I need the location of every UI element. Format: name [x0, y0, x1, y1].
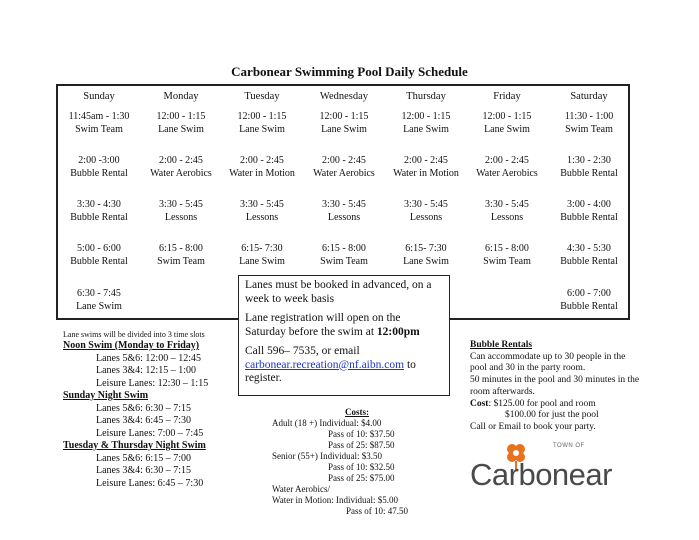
- bubble-call: Call or Email to book your party.: [470, 421, 596, 432]
- cost-line: Water in Motion: Individual: $5.00: [272, 495, 399, 505]
- cost-line: Pass of 10: $32.50: [328, 462, 395, 472]
- entry-time: 3:30 - 5:45: [404, 199, 448, 210]
- entry-time: 11:45am - 1:30: [68, 111, 130, 122]
- entry-activity: Lane Swim: [158, 123, 204, 135]
- lane-note: Lane swims will be divided into 3 time slots: [63, 330, 205, 339]
- schedule-entry: [462, 155, 552, 180]
- entry-activity: Water Aerobics: [313, 167, 375, 179]
- entry-activity: Bubble Rental: [70, 167, 128, 179]
- entry-activity: Water in Motion: [229, 167, 295, 179]
- cost-line: Pass of 25: $87.50: [328, 440, 395, 450]
- lane-slot: Leisure Lanes: 12:30 – 1:15: [96, 377, 209, 389]
- schedule-entry: [217, 155, 307, 180]
- entry-activity: Swim Team: [75, 123, 123, 135]
- schedule-entry: [299, 199, 389, 224]
- costs-heading: Costs:: [345, 407, 369, 417]
- entry-time: 6:00 - 7:00: [567, 288, 611, 299]
- entry-activity: Bubble Rental: [560, 211, 618, 223]
- entry-time: 2:00 - 2:45: [240, 155, 284, 166]
- day-header-friday: Friday: [493, 91, 521, 102]
- entry-activity: Water Aerobics: [476, 167, 538, 179]
- cost-line: Pass of 25: $75.00: [328, 473, 395, 483]
- schedule-entry: [136, 111, 226, 136]
- day-header-sunday: Sunday: [83, 91, 115, 102]
- schedule-entry: [217, 199, 307, 224]
- entry-time: 4:30 - 5:30: [567, 243, 611, 254]
- entry-activity: Lessons: [409, 211, 443, 223]
- lane-swim-slots: [63, 330, 243, 490]
- schedule-entry: [381, 111, 471, 136]
- entry-time: 3:30 - 4:30: [77, 199, 121, 210]
- bubble-duration: 50 minutes in the pool and 30 minutes in the room afterwards.: [470, 375, 640, 397]
- schedule-entry: [381, 155, 471, 180]
- lane-slot: Lanes 5&6: 6:15 – 7:00: [96, 452, 191, 464]
- entry-time: 3:00 - 4:00: [567, 199, 611, 210]
- entry-activity: Swim Team: [157, 255, 205, 267]
- entry-activity: Swim Team: [483, 255, 531, 267]
- lane-slot: Lanes 5&6: 12:00 – 12:45: [96, 352, 201, 364]
- entry-time: 12:00 - 1:15: [156, 111, 206, 122]
- contact-note: Call 596– 7535, or email carbonear.recreation@nf.aibn.com to register.: [245, 345, 416, 384]
- lane-section-heading: Noon Swim (Monday to Friday): [63, 340, 200, 351]
- entry-time: 3:30 - 5:45: [485, 199, 529, 210]
- logo-town-of: TOWN OF: [553, 443, 585, 449]
- town-logo: [470, 443, 610, 493]
- entry-activity: Bubble Rental: [560, 255, 618, 267]
- lane-section-heading: Tuesday & Thursday Night Swim: [63, 440, 206, 451]
- lane-section-heading: Sunday Night Swim: [63, 390, 149, 401]
- schedule-entry: [299, 155, 389, 180]
- schedule-entry: [544, 243, 634, 268]
- entry-time: 12:00 - 1:15: [237, 111, 287, 122]
- schedule-entry: [544, 199, 634, 224]
- schedule-entry: [299, 243, 389, 268]
- schedule-entry: [217, 111, 307, 136]
- logo-wordmark: Carbonear: [470, 457, 612, 492]
- entry-time: 3:30 - 5:45: [322, 199, 366, 210]
- schedule-entry: [544, 288, 634, 313]
- email-link[interactable]: carbonear.recreation@nf.aibn.com: [245, 358, 405, 371]
- entry-activity: Lessons: [490, 211, 524, 223]
- entry-activity: Swim Team: [565, 123, 613, 135]
- entry-time: 5:00 - 6:00: [77, 243, 121, 254]
- entry-time: 2:00 - 2:45: [159, 155, 203, 166]
- entry-activity: Lane Swim: [76, 300, 122, 312]
- schedule-entry: [54, 243, 144, 268]
- bubble-rentals-section: [470, 340, 640, 434]
- day-header-saturday: Saturday: [570, 91, 608, 102]
- entry-time: 6:15 - 8:00: [322, 243, 366, 254]
- schedule-entry: [299, 111, 389, 136]
- day-header-wednesday: Wednesday: [319, 91, 369, 102]
- lane-booking-info-box: [238, 275, 450, 396]
- page-title: Carbonear Swimming Pool Daily Schedule: [231, 64, 468, 79]
- schedule-entry: [136, 155, 226, 180]
- entry-activity: Lane Swim: [403, 123, 449, 135]
- entry-time: 3:30 - 5:45: [240, 199, 284, 210]
- entry-activity: Lessons: [164, 211, 198, 223]
- costs-section: [272, 407, 442, 517]
- lane-slot: Lanes 3&4: 12:15 – 1:00: [96, 365, 196, 376]
- entry-time: 6:15 - 8:00: [485, 243, 529, 254]
- schedule-entry: [54, 288, 144, 313]
- schedule-entry: [544, 155, 634, 180]
- schedule-entry: [54, 155, 144, 180]
- entry-activity: Lane Swim: [321, 123, 367, 135]
- cost-line: Water Aerobics/: [272, 484, 331, 494]
- bubble-cost: Cost: $125.00 for pool and room: [470, 398, 596, 409]
- schedule-entry: [381, 199, 471, 224]
- day-header-monday: Monday: [163, 91, 199, 102]
- entry-time: 6:30 - 7:45: [77, 288, 121, 299]
- entry-time: 2:00 - 2:45: [485, 155, 529, 166]
- entry-time: 2:00 - 2:45: [404, 155, 448, 166]
- entry-activity: Swim Team: [320, 255, 368, 267]
- entry-time: 11:30 - 1:00: [564, 111, 614, 122]
- entry-time: 12:00 - 1:15: [401, 111, 451, 122]
- lane-slot: Leisure Lanes: 6:45 – 7:30: [96, 477, 204, 489]
- entry-time: 6:15- 7:30: [405, 243, 447, 254]
- schedule-entry: [136, 243, 226, 268]
- schedule-entry: [136, 199, 226, 224]
- bubble-cost-pool: $100.00 for just the pool: [505, 410, 599, 421]
- entry-time: 2:00 - 2:45: [322, 155, 366, 166]
- cost-line: Senior (55+) Individual: $3.50: [272, 451, 383, 461]
- booking-note: Lanes must be booked in advanced, on a week to week basis: [245, 279, 432, 305]
- entry-activity: Lane Swim: [239, 123, 285, 135]
- entry-time: 1:30 - 2:30: [567, 155, 611, 166]
- schedule-entry: [54, 199, 144, 224]
- entry-activity: Lane Swim: [403, 255, 449, 267]
- schedule-entry: [217, 243, 307, 268]
- schedule-entry: [381, 243, 471, 268]
- entry-activity: Bubble Rental: [70, 255, 128, 267]
- lane-slot: Lanes 3&4: 6:45 – 7:30: [96, 415, 191, 426]
- cost-line: Pass of 10: $37.50: [328, 429, 395, 439]
- cost-line: Adult (18 +) Individual: $4.00: [272, 418, 382, 428]
- lane-slot: Lanes 3&4: 6:30 – 7:15: [96, 465, 191, 476]
- entry-time: 3:30 - 5:45: [159, 199, 203, 210]
- entry-time: 2:00 -3:00: [78, 155, 120, 166]
- schedule-entry: [544, 111, 634, 136]
- schedule-entry: [462, 199, 552, 224]
- entry-time: 6:15- 7:30: [241, 243, 283, 254]
- day-header-thursday: Thursday: [406, 91, 446, 102]
- entry-time: 6:15 - 8:00: [159, 243, 203, 254]
- registration-note: Lane registration will open on the Saturday before the swim at 12:00pm: [245, 312, 420, 338]
- entry-activity: Water Aerobics: [150, 167, 212, 179]
- entry-activity: Lane Swim: [484, 123, 530, 135]
- lane-slot: Lanes 5&6: 6:30 – 7:15: [96, 402, 191, 414]
- schedule-entry: [462, 243, 552, 268]
- entry-activity: Lessons: [327, 211, 361, 223]
- entry-activity: Lessons: [245, 211, 279, 223]
- bubble-capacity: Can accommodate up to 30 people in the pool and 30 in the party room.: [470, 351, 626, 374]
- bubble-heading: Bubble Rentals: [470, 340, 533, 350]
- entry-activity: Bubble Rental: [560, 300, 618, 312]
- cost-line: Pass of 10: 47.50: [346, 506, 409, 516]
- schedule-entry: [54, 111, 144, 136]
- entry-activity: Bubble Rental: [560, 167, 618, 179]
- day-header-tuesday: Tuesday: [244, 91, 280, 102]
- entry-time: 12:00 - 1:15: [319, 111, 369, 122]
- lane-slot: Leisure Lanes: 7:00 – 7:45: [96, 427, 204, 439]
- entry-activity: Water in Motion: [393, 167, 459, 179]
- entry-activity: Bubble Rental: [70, 211, 128, 223]
- entry-activity: Lane Swim: [239, 255, 285, 267]
- entry-time: 12:00 - 1:15: [482, 111, 532, 122]
- schedule-entry: [462, 111, 552, 136]
